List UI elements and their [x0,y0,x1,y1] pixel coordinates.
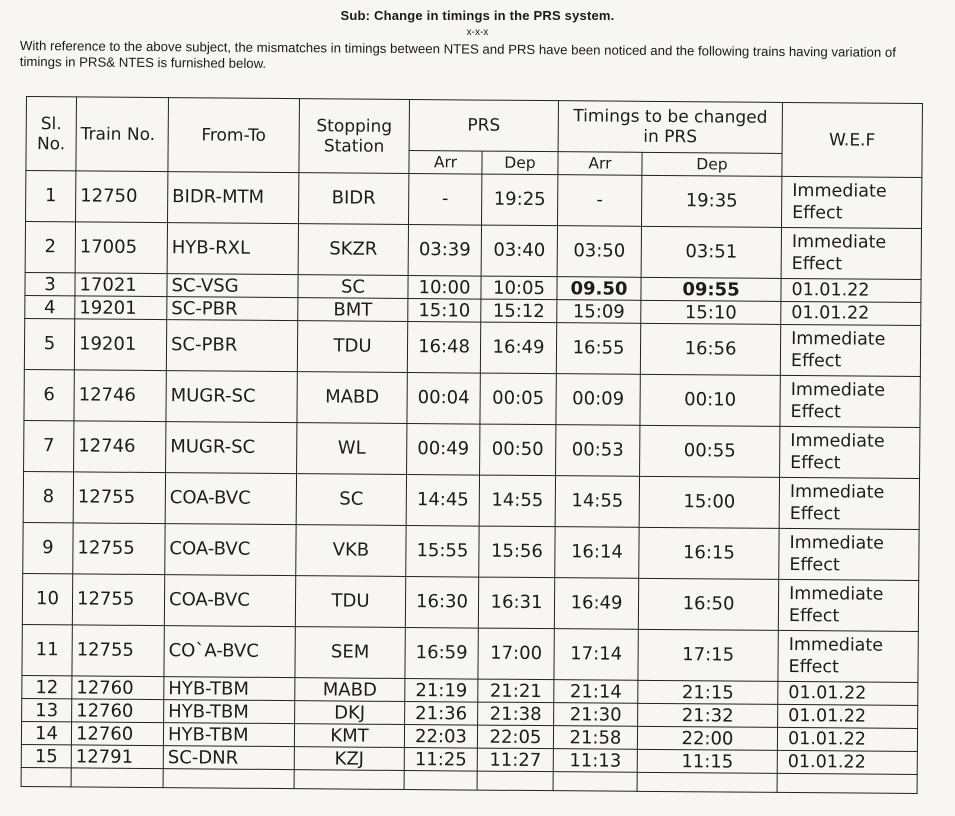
cell-prs-arr: 21:19 [405,678,478,702]
cell-prs-dep: 16:31 [478,577,554,629]
cell-train: 19201 [75,296,167,320]
cell-sl: 7 [24,420,74,471]
cell-new-dep: 21:15 [638,680,778,704]
cell-prs-dep: 00:05 [480,373,556,425]
cell-sl: 2 [25,222,75,273]
cell-station: SKZR [298,224,408,276]
cell-wef: 01.01.22 [778,681,918,705]
cell-from-to: SC-DNR [163,746,294,770]
cell-train: 17005 [75,222,167,274]
table-row [24,318,920,376]
cell-prs-arr: 03:39 [408,225,481,277]
header-wef: W.E.F [782,102,923,177]
cell-new-dep: 16:50 [638,578,778,630]
cell-from-to: HYB-RXL [167,223,298,275]
cell-station: TDU [295,576,405,628]
cell-new-arr: 16:49 [554,578,638,630]
cell-wef: 01.01.22 [778,704,918,728]
cell-sl: 13 [22,698,72,721]
cell-train: 12755 [72,574,164,626]
cell-new-dep: 19:35 [642,175,782,227]
separator-mark: x-x-x [466,27,489,38]
cell-new-arr: 21:14 [554,680,638,704]
cell-prs-dep: 19:25 [482,174,558,226]
cell-from-to: SC-PBR [166,320,297,372]
cell-station: SC [298,275,408,299]
cell-new-arr: 09.50 [557,277,641,301]
timings-table [21,96,923,794]
cell-prs-dep: 14:55 [479,475,555,527]
cell-sl: 3 [25,272,75,295]
intro-paragraph: With reference to the above subject, the mismatches in timings between NTES and PRS have been noticed and the following trains having variation of timings in PRS& NTES is furnished below. [19,38,896,71]
cell-station: TDU [297,321,407,373]
cell-train: 17021 [75,273,167,297]
header-prs-arr: Arr [409,151,482,175]
cell-sl: 8 [23,471,73,522]
cell-from-to: COA-BVC [165,473,296,525]
table-row [23,471,919,529]
cell-new-dep: 09:55 [641,277,781,301]
cell-new-arr: 15:09 [557,300,641,324]
cell-new-arr: 17:14 [554,629,638,681]
cell-wef: Immediate Effect [780,426,920,478]
cell-new-arr: 00:09 [556,374,640,426]
cell-new-arr: 21:30 [554,703,638,727]
table-row [26,171,922,229]
table-row [24,420,920,478]
cell-sl: 14 [21,721,71,744]
table-row [24,369,920,427]
cell-train: 12760 [72,699,164,723]
header-row-top [26,97,922,155]
cell-wef: Immediate Effect [778,630,918,682]
cell-prs-arr: 22:03 [404,724,477,748]
subject-line: Sub: Change in timings in the PRS system. [340,8,615,23]
header-new-dep: Dep [642,152,782,176]
cell-empty [21,767,71,786]
cell-empty [777,773,917,793]
header-stopping-station: Stopping Station [299,99,410,174]
cell-prs-dep: 16:49 [480,322,556,374]
cell-from-to: COA-BVC [165,524,296,576]
cell-empty [71,768,163,788]
cell-prs-arr: 10:00 [408,276,481,300]
cell-train: 12755 [73,472,165,524]
header-prs-dep: Dep [482,151,558,175]
cell-station: SEM [295,627,405,679]
cell-sl: 6 [24,369,74,420]
cell-prs-dep: 21:21 [478,679,554,703]
cell-from-to: SC-PBR [167,297,298,321]
cell-new-dep: 21:32 [638,703,778,727]
cell-from-to: SC-VSG [167,274,298,298]
header-prs: PRS [409,100,558,152]
cell-train: 12755 [72,625,164,677]
cell-station: MABD [297,372,407,424]
table-row [22,573,918,631]
cell-prs-dep: 10:05 [481,276,557,300]
cell-empty [163,769,294,789]
cell-from-to: HYB-TBM [164,700,295,724]
cell-train: 12760 [71,722,163,746]
cell-from-to: BIDR-MTM [168,172,299,224]
cell-prs-dep: 21:38 [478,702,554,726]
cell-station: KZJ [294,747,404,771]
cell-station: DKJ [295,701,405,725]
header-from-to: From-To [168,98,300,173]
cell-prs-dep: 03:40 [481,225,557,277]
cell-wef: Immediate Effect [779,477,919,529]
cell-train: 12791 [71,745,163,769]
cell-prs-arr: 00:49 [407,424,480,476]
cell-wef: Immediate Effect [778,579,918,631]
cell-new-dep: 17:15 [638,629,778,681]
cell-prs-arr: 15:10 [408,299,481,323]
header-sl-no: Sl. No. [26,97,77,171]
cell-new-dep: 00:10 [640,374,780,426]
cell-wef: Immediate Effect [780,324,920,376]
cell-train: 12750 [76,171,168,223]
cell-wef: Immediate Effect [781,227,921,279]
cell-station: MABD [295,678,405,702]
cell-prs-arr: 14:45 [406,475,479,527]
cell-prs-arr: 21:36 [405,701,478,725]
cell-from-to: COA-BVC [164,575,295,627]
cell-new-arr: 21:58 [553,726,637,750]
header-timings-changed: Timings to be changed in PRS [558,101,782,154]
cell-new-arr: - [558,175,642,227]
cell-train: 12746 [74,421,166,473]
cell-new-arr: 14:55 [555,476,639,528]
cell-wef: Immediate Effect [780,375,920,427]
cell-prs-arr: 16:48 [407,322,480,374]
cell-wef: 01.01.22 [777,727,917,751]
cell-train: 19201 [74,319,166,371]
cell-sl: 5 [24,318,74,369]
cell-new-dep: 15:00 [639,476,779,528]
table-row [22,624,918,682]
cell-prs-arr: 15:55 [406,525,479,577]
cell-from-to: CO`A-BVC [164,626,295,678]
cell-new-dep: 15:10 [641,300,781,324]
cell-sl: 15 [21,744,71,767]
cell-prs-dep: 00:50 [480,424,556,476]
cell-empty [404,770,477,790]
cell-prs-arr: 16:59 [405,627,478,679]
cell-new-arr: 03:50 [557,226,641,278]
cell-prs-dep: 22:05 [477,725,553,749]
cell-new-dep: 16:15 [639,527,779,579]
cell-new-dep: 22:00 [637,726,777,750]
cell-new-arr: 00:53 [556,425,640,477]
cell-prs-arr: 00:04 [407,373,480,425]
cell-sl: 1 [26,171,76,222]
cell-prs-dep: 15:12 [481,299,557,323]
cell-train: 12755 [73,523,165,575]
header-train-no: Train No. [76,97,169,172]
cell-wef: 01.01.22 [781,278,921,302]
cell-from-to: MUGR-SC [166,422,297,474]
cell-station: WL [297,423,407,475]
cell-sl: 4 [25,295,75,318]
cell-new-arr: 16:14 [555,527,639,579]
cell-sl: 12 [22,675,72,698]
cell-empty [553,772,637,792]
header-new-arr: Arr [558,152,642,176]
table-body [21,171,922,794]
cell-station: VKB [296,525,406,577]
cell-train: 12746 [74,370,166,422]
cell-new-dep: 16:56 [640,323,780,375]
cell-station: BIDR [299,173,409,225]
cell-wef: Immediate Effect [779,528,919,580]
cell-prs-arr: 16:30 [405,576,478,628]
cell-wef: 01.01.22 [777,750,917,774]
cell-prs-dep: 17:00 [478,628,554,680]
cell-sl: 11 [22,624,72,675]
cell-new-arr: 16:55 [556,323,640,375]
cell-station: BMT [298,298,408,322]
cell-new-dep: 00:55 [640,425,780,477]
timings-table-wrap [21,96,922,794]
cell-wef: 01.01.22 [781,301,921,325]
table-row [23,522,919,580]
cell-station: KMT [294,724,404,748]
cell-empty [294,770,404,790]
cell-from-to: MUGR-SC [166,371,297,423]
cell-new-dep: 11:15 [637,749,777,773]
cell-wef: Immediate Effect [782,176,922,228]
cell-prs-dep: 15:56 [479,526,555,578]
cell-sl: 10 [22,573,72,624]
cell-train: 12760 [72,676,164,700]
cell-empty [637,772,777,792]
cell-new-arr: 11:13 [553,749,637,773]
cell-prs-arr: - [409,174,482,226]
cell-from-to: HYB-TBM [164,677,295,701]
cell-sl: 9 [23,522,73,573]
cell-station: SC [296,474,406,526]
cell-empty [477,771,553,791]
cell-from-to: HYB-TBM [163,723,294,747]
cell-prs-arr: 11:25 [404,747,477,771]
table-row [25,222,921,280]
cell-prs-dep: 11:27 [477,748,553,772]
cell-new-dep: 03:51 [641,226,781,278]
